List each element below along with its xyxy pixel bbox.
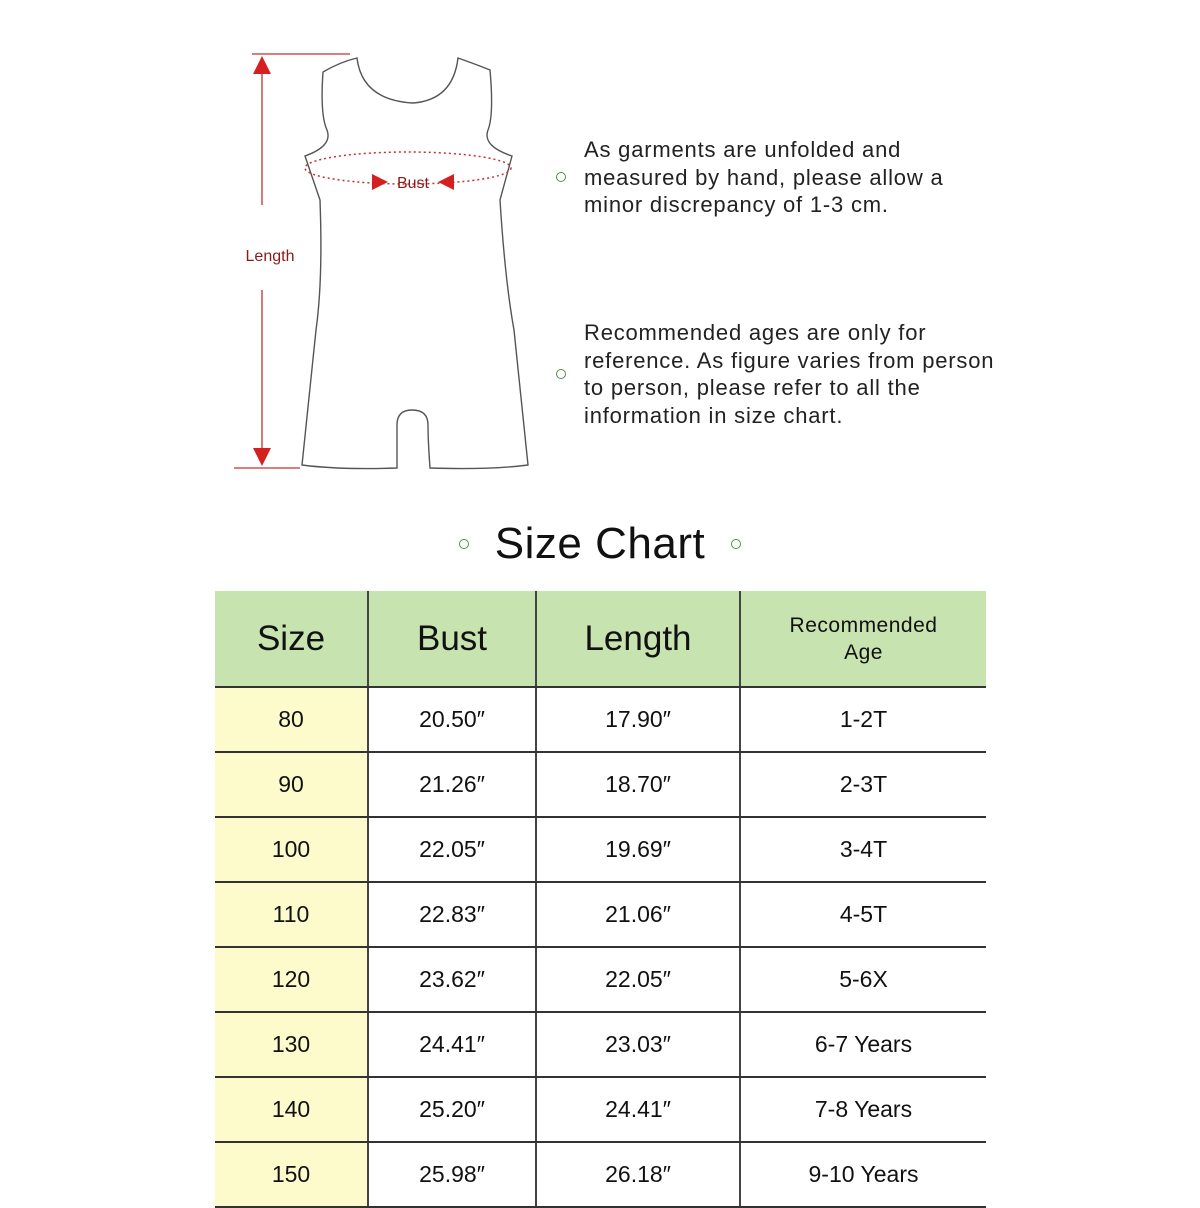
table-row: [215, 1012, 986, 1077]
bust-arrow-right: [438, 174, 454, 190]
cell-size: 110: [215, 882, 368, 947]
cell-age: 3-4T: [740, 817, 986, 882]
cell-size: 150: [215, 1142, 368, 1207]
bullet-icon: [556, 172, 566, 182]
header-bust: Bust: [368, 591, 536, 687]
table-row: [215, 687, 986, 752]
cell-size: 130: [215, 1012, 368, 1077]
cell-length: 17.90″: [536, 687, 740, 752]
cell-bust: 24.41″: [368, 1012, 536, 1077]
header-length: Length: [536, 591, 740, 687]
cell-length: 23.03″: [536, 1012, 740, 1077]
length-label: Length: [245, 248, 295, 265]
table-row: [215, 947, 986, 1012]
cell-length: 19.69″: [536, 817, 740, 882]
table-row: [215, 1142, 986, 1207]
cell-age: 2-3T: [740, 752, 986, 817]
table-row: [215, 817, 986, 882]
length-arrow-top: [253, 56, 271, 74]
header-recommended-age: [740, 591, 986, 687]
table-row: [215, 752, 986, 817]
cell-bust: 21.26″: [368, 752, 536, 817]
bust-arrow-left: [372, 174, 388, 190]
table-row: [215, 882, 986, 947]
bullet-icon: [556, 369, 566, 379]
bullet-icon: [459, 539, 469, 549]
cell-age: 1-2T: [740, 687, 986, 752]
header-size: Size: [215, 591, 368, 687]
garment-diagram: [0, 0, 560, 500]
bust-label: Bust: [396, 175, 430, 192]
cell-age: 6-7 Years: [740, 1012, 986, 1077]
cell-bust: 23.62″: [368, 947, 536, 1012]
cell-size: 120: [215, 947, 368, 1012]
cell-length: 26.18″: [536, 1142, 740, 1207]
header-recommended-age-label: Recommended Age: [789, 613, 938, 664]
table-header-row: [215, 591, 986, 687]
note-measurement-discrepancy: [556, 136, 986, 219]
table-row: [215, 1077, 986, 1142]
cell-age: 9-10 Years: [740, 1142, 986, 1207]
cell-bust: 25.20″: [368, 1077, 536, 1142]
bullet-icon: [731, 539, 741, 549]
cell-size: 100: [215, 817, 368, 882]
cell-bust: 20.50″: [368, 687, 536, 752]
cell-length: 24.41″: [536, 1077, 740, 1142]
cell-bust: 25.98″: [368, 1142, 536, 1207]
cell-length: 21.06″: [536, 882, 740, 947]
cell-age: 4-5T: [740, 882, 986, 947]
length-arrow-bottom: [253, 448, 271, 466]
note-text: Recommended ages are only for reference. As figure varies from person to person, please refer to all the information in size chart.: [584, 320, 995, 428]
size-chart-title: Size Chart: [494, 519, 706, 568]
size-chart-heading: [0, 512, 1200, 576]
cell-bust: 22.83″: [368, 882, 536, 947]
note-text: As garments are unfolded and measured by hand, please allow a minor discrepancy of 1-3 cm.: [584, 137, 944, 217]
garment-outline: [302, 58, 528, 469]
cell-size: 140: [215, 1077, 368, 1142]
cell-length: 22.05″: [536, 947, 740, 1012]
cell-age: 7-8 Years: [740, 1077, 986, 1142]
size-table: [215, 591, 986, 1208]
cell-size: 80: [215, 687, 368, 752]
cell-bust: 22.05″: [368, 817, 536, 882]
cell-length: 18.70″: [536, 752, 740, 817]
cell-size: 90: [215, 752, 368, 817]
note-recommended-ages: [556, 319, 996, 429]
cell-age: 5-6X: [740, 947, 986, 1012]
